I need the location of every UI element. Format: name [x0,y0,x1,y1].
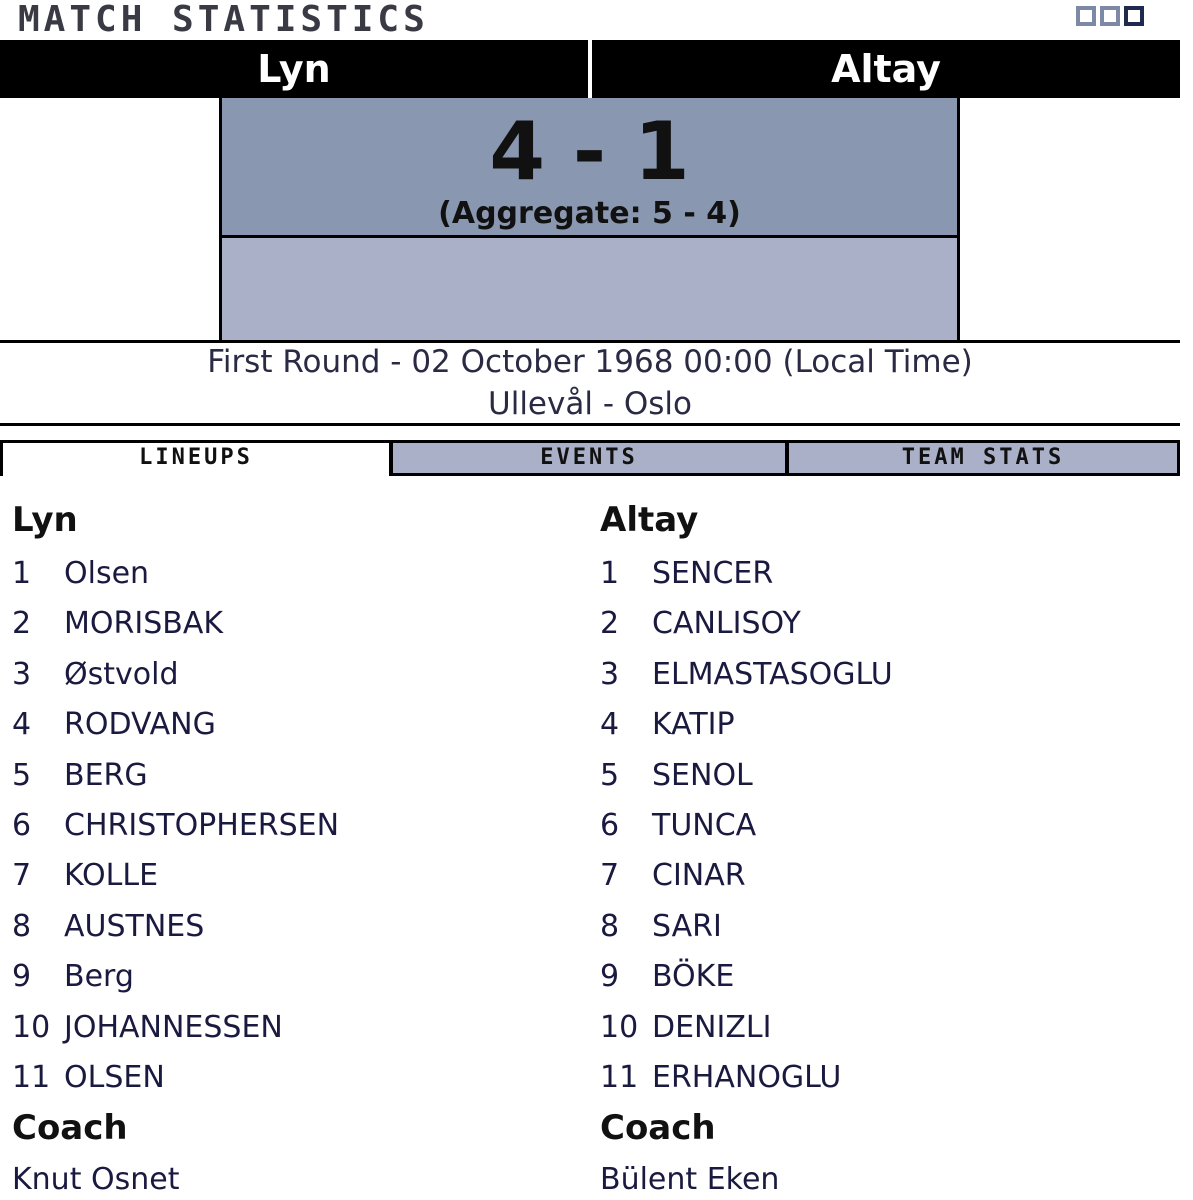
player-row[interactable] [12,1060,165,1095]
player-row[interactable] [600,1010,771,1045]
player-row[interactable] [600,1060,841,1095]
player-number: 1 [12,556,32,591]
player-name: TUNCA [652,808,757,843]
player-row[interactable] [600,858,746,893]
player-number: 1 [600,556,620,591]
player-row[interactable] [12,959,134,994]
tab-team-stats[interactable]: TEAM STATS [786,440,1180,476]
player-name: BERG [64,757,148,793]
player-number: 9 [12,959,32,995]
player-row[interactable] [600,556,773,591]
player-row[interactable] [600,959,734,994]
player-number: 2 [600,606,620,642]
window-close-button[interactable] [1124,6,1144,26]
player-name: Berg [64,959,134,995]
player-row[interactable] [12,556,149,591]
tab-lineups[interactable]: LINEUPS [0,440,392,476]
player-name: KOLLE [64,858,159,894]
match-venue: Ullevål - Oslo [488,386,692,422]
home-coach-name[interactable]: Knut Osnet [12,1162,180,1197]
player-number: 2 [12,606,32,642]
player-row[interactable] [12,758,148,793]
player-row[interactable] [600,657,893,692]
player-name: OLSEN [64,1060,165,1095]
away-team-name[interactable]: Altay [831,47,941,91]
player-number: 3 [12,656,32,692]
player-number: 9 [600,959,620,995]
player-number: 7 [600,858,620,894]
player-row[interactable] [600,808,756,843]
player-number: 11 [12,1060,51,1095]
player-row[interactable] [600,758,753,793]
divider [0,423,1180,426]
tab-events[interactable]: EVENTS [390,440,788,476]
player-number: 10 [12,1009,51,1045]
player-name: SARI [652,908,722,944]
player-number: 4 [12,707,32,743]
player-row[interactable] [12,657,179,692]
player-name: SENCER [652,556,774,591]
player-row[interactable] [600,707,735,742]
window-minimize-button[interactable] [1076,6,1096,26]
player-number: 8 [12,908,32,944]
player-row[interactable] [600,909,722,944]
player-number: 10 [600,1009,639,1045]
player-name: Olsen [64,556,150,591]
away-coach-name[interactable]: Bülent Eken [600,1162,780,1197]
player-row[interactable] [12,707,216,742]
player-number: 6 [600,808,620,843]
home-coach-heading: Coach [12,1108,128,1148]
player-name: CINAR [652,858,746,894]
player-number: 3 [600,656,620,692]
player-name: ERHANOGLU [652,1060,842,1095]
match-round-date: First Round - 02 October 1968 00:00 (Local Time) [207,344,973,380]
player-name: RODVANG [64,707,216,743]
player-name: ELMASTASOGLU [652,656,893,692]
player-number: 6 [12,808,32,843]
player-row[interactable] [12,808,339,843]
player-name: Østvold [64,656,179,692]
home-team-name[interactable]: Lyn [257,47,331,91]
player-row[interactable] [600,606,801,641]
page-title: MATCH STATISTICS [18,0,429,40]
player-number: 11 [600,1060,639,1095]
player-name: JOHANNESSEN [64,1009,283,1045]
away-coach-heading: Coach [600,1108,716,1148]
player-name: CHRISTOPHERSEN [64,808,340,843]
player-number: 5 [600,757,620,793]
player-row[interactable] [12,858,158,893]
tab-bar [0,440,1180,478]
score-aggregate: (Aggregate: 5 - 4) [438,196,741,231]
player-row[interactable] [12,1010,283,1045]
player-number: 4 [600,707,620,743]
divider [0,340,1180,343]
player-number: 8 [600,908,620,944]
player-name: KATIP [652,707,735,743]
score-main: 4 - 1 [489,105,690,198]
player-name: AUSTNES [64,908,205,944]
window-restore-button[interactable] [1100,6,1120,26]
player-name: DENIZLI [652,1009,772,1045]
player-row[interactable] [12,909,204,944]
player-name: SENOL [652,757,753,793]
player-number: 5 [12,757,32,793]
home-lineup-heading: Lyn [12,500,78,540]
player-name: CANLISOY [652,606,801,642]
team-divider [588,40,592,98]
player-name: BÖKE [652,959,735,995]
player-name: MORISBAK [64,606,224,642]
player-number: 7 [12,858,32,894]
player-row[interactable] [12,606,223,641]
score-details-panel [222,238,957,341]
away-lineup-heading: Altay [600,500,699,540]
title-bar [0,0,1193,40]
